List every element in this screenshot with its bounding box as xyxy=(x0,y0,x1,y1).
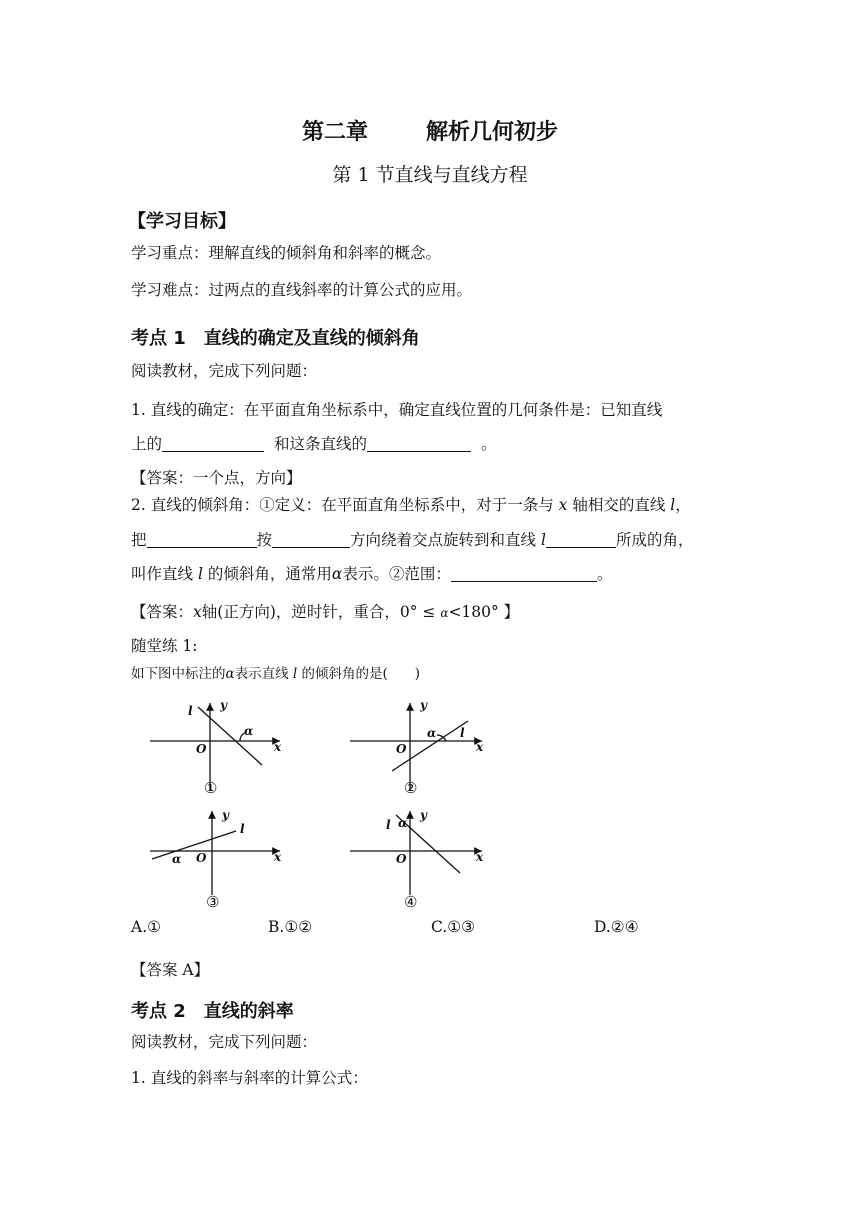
figure-1 xyxy=(150,703,280,790)
q2-l: l xyxy=(670,496,676,514)
pq-b: 表示直线 xyxy=(234,666,293,682)
q2-text-c4: 。 xyxy=(596,565,613,583)
figure-2 xyxy=(350,703,482,790)
q2-l2: l xyxy=(540,531,546,549)
q2-line1 xyxy=(131,493,691,515)
q2-text-c3: 表示。②范围： xyxy=(342,565,451,583)
fig1-o: O xyxy=(196,742,207,756)
q2-text-b2: 按 xyxy=(256,531,273,549)
fig4-o: O xyxy=(396,852,407,866)
fig3-y: y xyxy=(222,808,229,822)
figure-3 xyxy=(150,811,280,895)
key-point: 学习重点：理解直线的倾斜角和斜率的概念。 xyxy=(131,244,442,262)
fig3-l: l xyxy=(240,822,245,836)
pq-alpha: α xyxy=(225,666,235,682)
fig1-label: ① xyxy=(204,779,218,797)
q2-alpha: α xyxy=(331,565,343,583)
figures xyxy=(140,695,500,915)
fig2-label: ② xyxy=(404,779,418,797)
fig3-x: x xyxy=(274,850,282,864)
q2-text-b3: 方向绕着交点旋转到和直线 xyxy=(350,531,537,549)
chapter-number: 第二章 xyxy=(301,120,368,145)
fig1-alpha: α xyxy=(244,724,254,738)
fig4-y: y xyxy=(420,808,427,822)
q2-answer-alpha: α xyxy=(440,606,449,620)
q1-text-end: 。 xyxy=(481,435,497,453)
chapter-title xyxy=(0,115,860,146)
q2-text-c2: 的倾斜角，通常用 xyxy=(207,565,332,583)
section-title: 第 1 节直线与直线方程 xyxy=(332,164,528,186)
blank-2[interactable] xyxy=(367,435,471,452)
q2-text-b4: 所成的角， xyxy=(615,531,694,549)
q2-answer-x: x xyxy=(193,603,202,621)
blank-5[interactable] xyxy=(546,531,616,548)
q2-line3 xyxy=(131,562,612,584)
q2-x: x xyxy=(558,496,568,514)
fig2-y: y xyxy=(420,698,427,712)
chapter-name: 解析几何初步 xyxy=(426,120,559,145)
q2-l3: l xyxy=(197,565,203,583)
q2-answer-b: 轴(正方向)，逆时针，重合，0° ≤ xyxy=(201,603,441,621)
topic2-q1: 1. 直线的斜率与斜率的计算公式： xyxy=(131,1069,368,1087)
option-c[interactable]: C.①③ xyxy=(431,918,476,936)
pq-a: 如下图中标注的 xyxy=(131,666,226,682)
q2-line2 xyxy=(131,528,693,550)
option-d[interactable]: D.②④ xyxy=(594,918,639,936)
q2-answer xyxy=(131,600,519,622)
fig1-y: y xyxy=(220,698,227,712)
fig2-l: l xyxy=(460,726,465,740)
blank-3[interactable] xyxy=(147,531,257,548)
q2-answer-a: 【答案： xyxy=(131,603,194,621)
difficulty: 学习难点：过两点的直线斜率的计算公式的应用。 xyxy=(131,281,473,299)
practice-question xyxy=(131,662,420,682)
topic2-intro: 阅读教材，完成下列问题： xyxy=(131,1033,318,1051)
figure-4 xyxy=(350,811,482,895)
blank-6[interactable] xyxy=(451,565,597,582)
q1-text-a: 上的 xyxy=(131,435,163,453)
fig1-l: l xyxy=(188,704,193,718)
q1-line2 xyxy=(131,432,497,454)
practice-heading: 随堂练 1: xyxy=(131,637,198,655)
q2-answer-c: <180° 】 xyxy=(448,603,520,621)
q2-text-1a: 2. 直线的倾斜角：①定义：在平面直角坐标系中，对于一条与 xyxy=(131,496,554,514)
blank-1[interactable] xyxy=(162,435,264,452)
topic1-intro: 阅读教材，完成下列问题： xyxy=(131,362,318,380)
practice-answer: 【答案 A】 xyxy=(131,961,210,979)
fig2-alpha: α xyxy=(427,726,437,740)
q1-text-b: 和这条直线的 xyxy=(274,435,368,453)
topic2-heading: 考点 2 直线的斜率 xyxy=(131,1001,294,1022)
option-a[interactable]: A.① xyxy=(131,918,162,936)
fig3-label: ③ xyxy=(206,893,220,911)
fig4-alpha: α xyxy=(398,816,408,830)
q2-text-1b: 轴相交的直线 xyxy=(572,496,666,514)
topic1-heading: 考点 1 直线的确定及直线的倾斜角 xyxy=(131,328,420,349)
fig3-alpha: α xyxy=(172,852,182,866)
fig1-x: x xyxy=(274,740,282,754)
option-b[interactable]: B.①② xyxy=(268,918,313,936)
fig2-x: x xyxy=(476,740,484,754)
fig4-x: x xyxy=(476,850,484,864)
fig3-o: O xyxy=(196,851,207,865)
q2-text-1c: ， xyxy=(675,496,691,514)
fig4-l: l xyxy=(386,818,391,832)
fig4-label: ④ xyxy=(404,893,418,911)
q2-text-b1: 把 xyxy=(131,531,147,549)
fig2-o: O xyxy=(396,742,407,756)
q1-answer: 【答案：一个点，方向】 xyxy=(131,469,302,487)
blank-4[interactable] xyxy=(272,531,350,548)
pq-c: 的倾斜角的是( ) xyxy=(297,666,421,682)
objectives-heading: 【学习目标】 xyxy=(128,211,236,232)
pq-l: l xyxy=(292,666,298,682)
q2-text-c1: 叫作直线 xyxy=(131,565,194,583)
q1-line1: 1. 直线的确定：在平面直角坐标系中，确定直线位置的几何条件是：已知直线 xyxy=(131,401,663,419)
